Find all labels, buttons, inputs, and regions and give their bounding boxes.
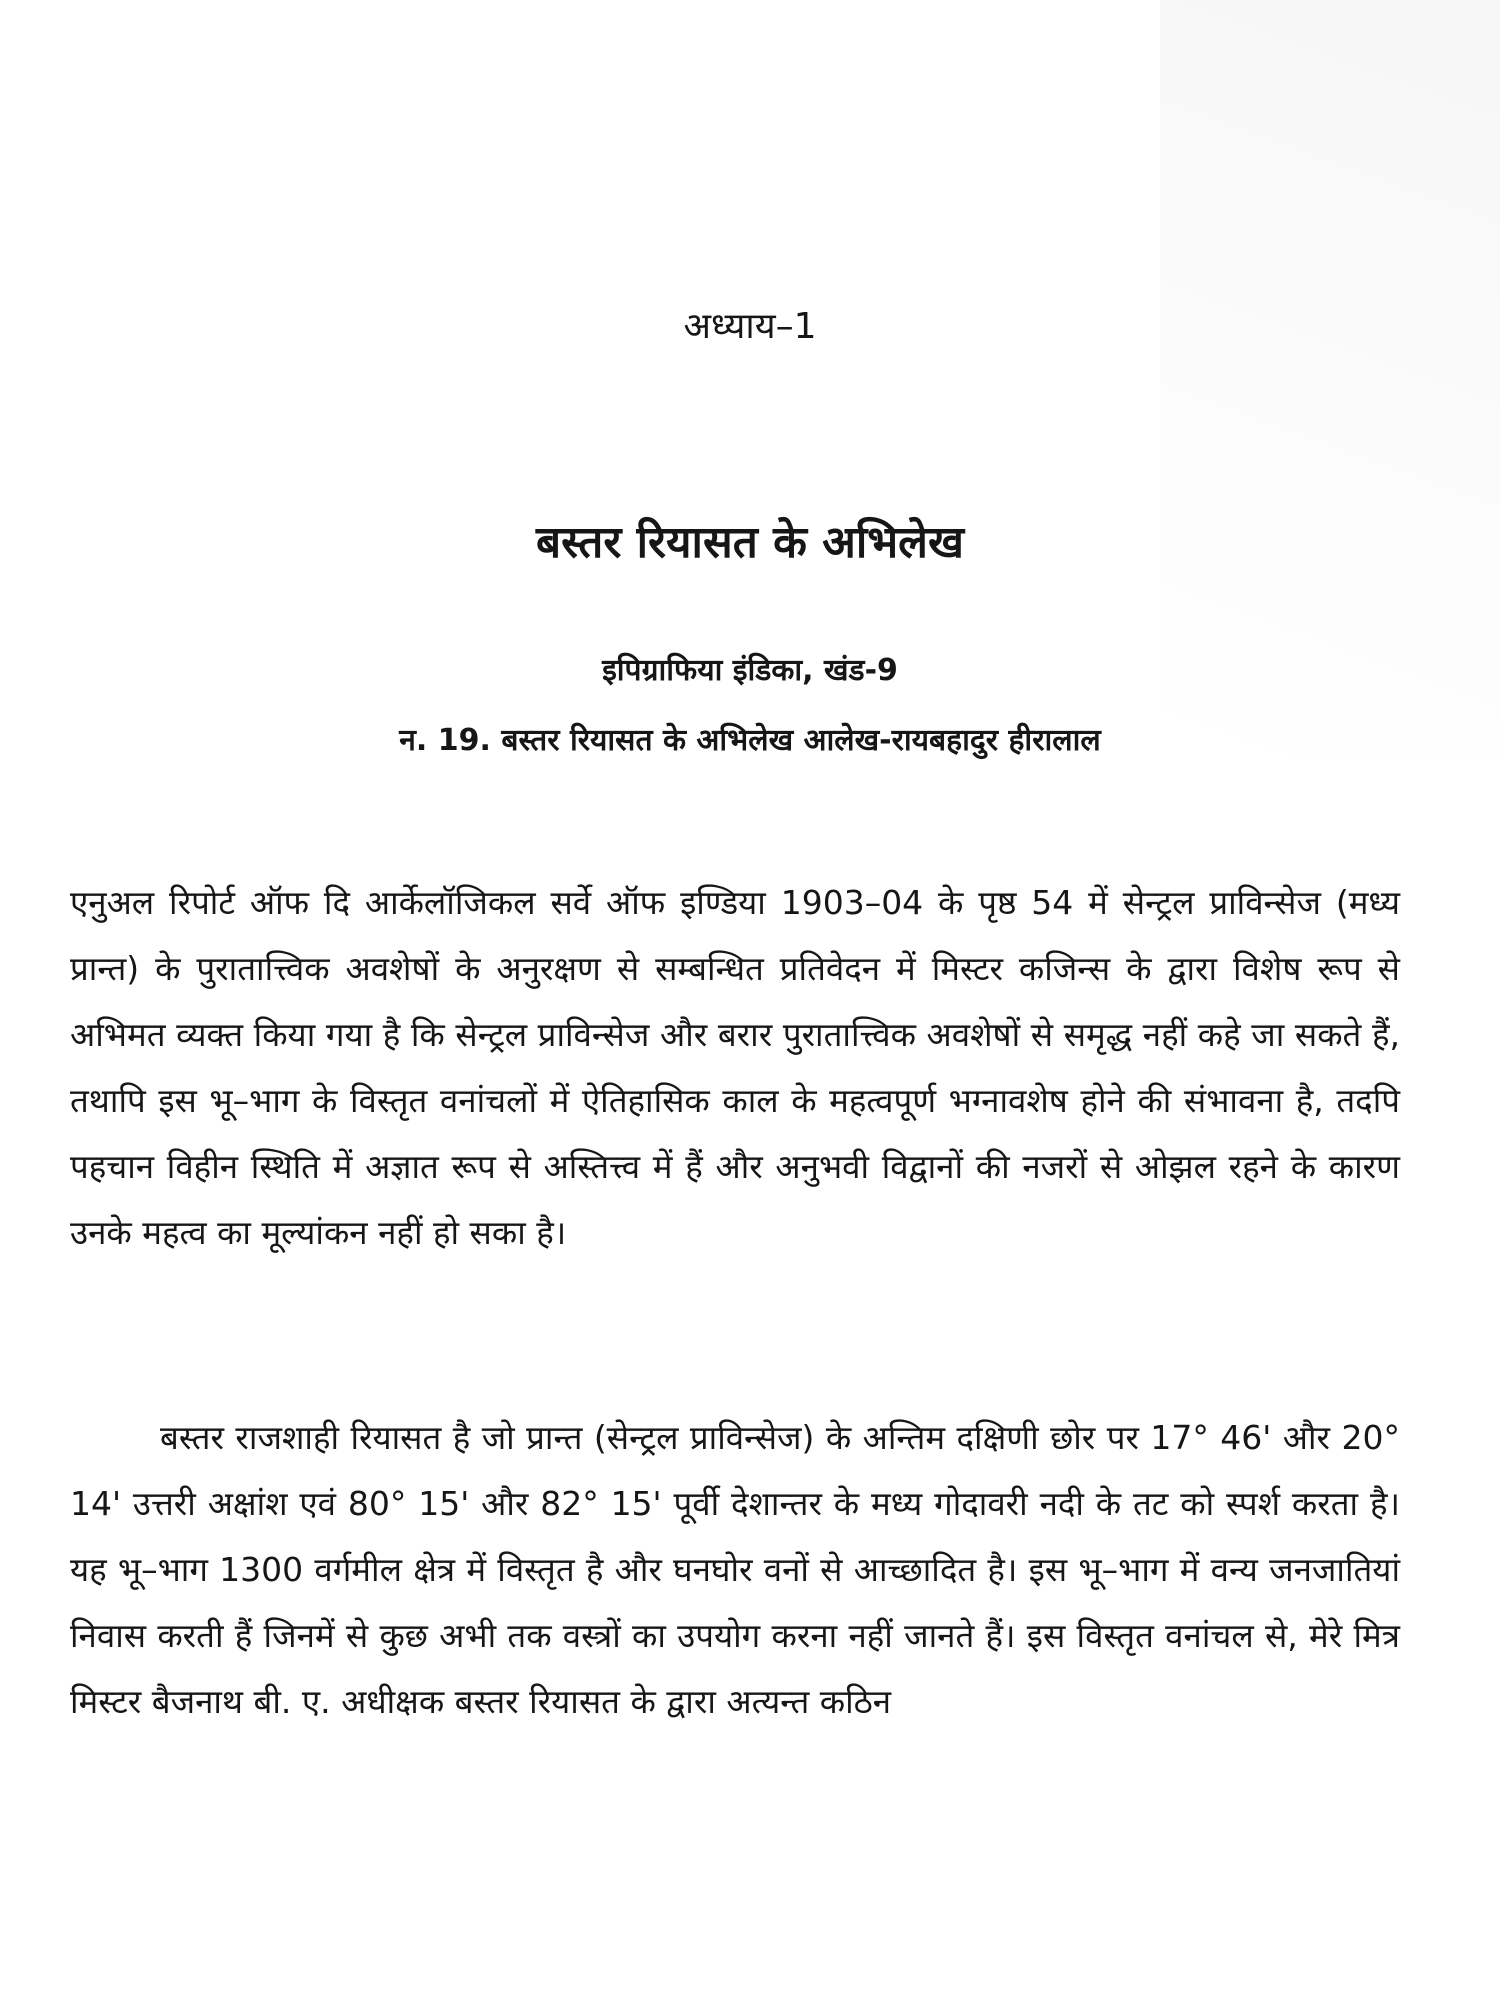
chapter-heading: अध्याय–1 — [683, 306, 817, 347]
paragraph-1: एनुअल रिपोर्ट ऑफ दि आर्केलॉजिकल सर्वे ऑफ इण्डिया 1903–04 के पृष्ठ 54 में सेन्ट्रल प्राविन्सेज (मध्य प्रान्त) के पुरातात्त्विक अवशेषों के अनुरक्षण से सम्बन्धित प्रतिवेदन में मिस्टर कजिन्स के द्वारा विशेष रूप से अभिमत व्यक्त किया गया है कि सेन्ट्रल प्राविन्सेज और बरार पुरातात्त्विक अवशेषों से समृद्ध नहीं कहे जा सकते हैं, तथापि इस भू–भाग के विस्तृत वनांचलों में ऐतिहासिक काल के महत्वपूर्ण भग्नावशेष होने की संभावना है, तदपि पहचान विहीन स्थिति में अज्ञात रूप से अस्तित्त्व में हैं और अनुभवी विद्वानों की नजरों से ओझल रहने के कारण उनके महत्व का मूल्यांकन नहीं हो सका है। — [70, 883, 1400, 1252]
article-reference: न. 19. बस्तर रियासत के अभिलेख आलेख-रायबहादुर हीरालाल — [399, 723, 1101, 758]
source-citation: इपिग्राफिया इंडिका, खंड-9 — [602, 653, 898, 688]
bleed-through-shadow — [1160, 0, 1500, 760]
paragraph-2: बस्तर राजशाही रियासत है जो प्रान्त (सेन्ट्रल प्राविन्सेज) के अन्तिम दक्षिणी छोर पर 17° 46' और 20° 14' उत्तरी अक्षांश एवं 80° 15' और 82° 15' पूर्वी देशान्तर के मध्य गोदावरी नदी के तट को स्पर्श करता है। यह भू–भाग 1300 वर्गमील क्षेत्र में विस्तृत है और घनघोर वनों से आच्छादित है। इस भू–भाग में वन्य जनजातियां निवास करती हैं जिनमें से कुछ अभी तक वस्त्रों का उपयोग करना नहीं जानते हैं। इस विस्तृत वनांचल से, मेरे मित्र मिस्टर बैजनाथ बी. ए. अधीक्षक बस्तर रियासत के द्वारा अत्यन्त कठिन — [70, 1418, 1400, 1721]
page-title: बस्तर रियासत के अभिलेख — [536, 517, 964, 568]
